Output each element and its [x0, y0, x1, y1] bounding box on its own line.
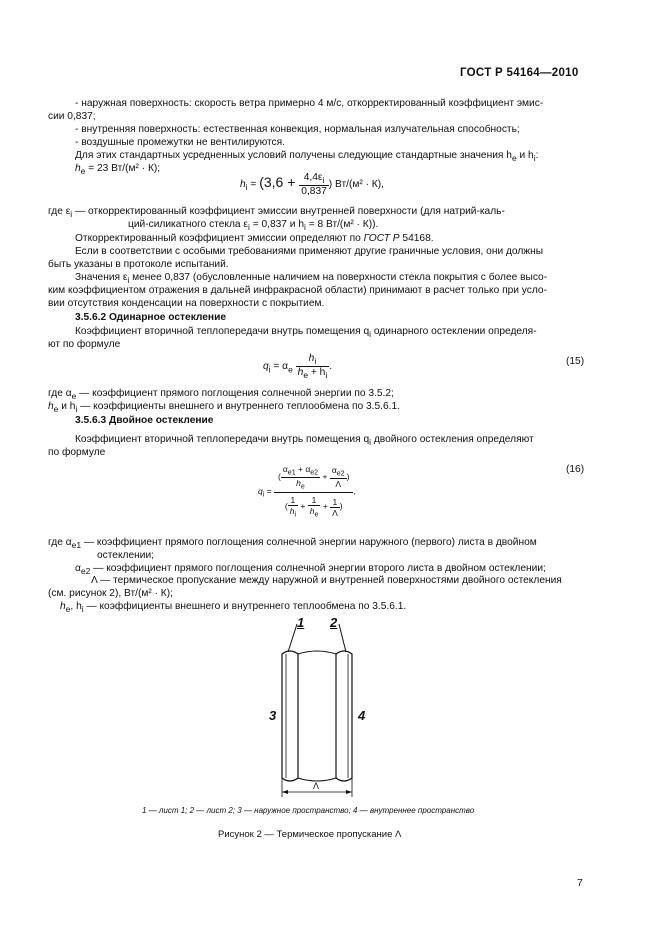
text-line: где $\alpha_{e1}$ — коэффициент прямого поглощения солнечной энергии наружного (первого) листа в двойном: [48, 537, 537, 551]
text-line: - воздушные промежутки не вентилируются.: [75, 137, 286, 148]
text-line: $h_e$ и $h_i$ — коэффициенты внешнего и внутреннего теплообмена по 3.5.6.1.: [48, 401, 400, 415]
text-line: быть указаны в протоколе испытаний.: [48, 259, 229, 270]
text-line: Откорректированный коэффициент эмиссии определяют по ГОСТ Р 54168.: [75, 233, 434, 244]
equation-number: (15): [566, 356, 585, 367]
figure-title: Рисунок 2 — Термическое пропускание Λ: [218, 829, 402, 840]
text-line: сии 0,837;: [48, 111, 96, 122]
text-line: - внутренняя поверхность: естественная конвекция, нормальная излучательная способность;: [75, 124, 520, 135]
page-number: 7: [577, 877, 583, 889]
text-line: Значения $\varepsilon_i$ менее 0,837 (обусловленные наличием на поверхности стекла покрытия с более высо-: [75, 272, 548, 286]
equation-number: (16): [566, 464, 585, 475]
text-line: $\alpha_{e2}$ — коэффициент прямого поглощения солнечной энергии второго листа в двойном остеклении;: [75, 563, 546, 577]
figure-label-2: 2: [330, 615, 338, 630]
text-line: (см. рисунок 2), Вт/(м² · К);: [48, 588, 173, 599]
text-line: ций-силикатного стекла $\varepsilon_i = 0,837$ и $h_i = 8$ Вт/(м² · К)).: [128, 219, 379, 233]
text-line: Коэффициент вторичной теплопередачи внутрь помещения $q_i$ двойного остекления определяют: [75, 434, 534, 448]
formula-15: $q_i = \alpha_e$ $\frac{h_i}{h_e + h_i}$ .: [263, 353, 333, 381]
text-line: Λ — термическое пропускание между наружной и внутренней поверхностями двойного остекления: [91, 575, 562, 586]
section-title: 3.5.6.3 Двойное остекление: [75, 415, 214, 426]
text-line: $h_e = 23$ Вт/(м² · К);: [75, 163, 161, 177]
text-line: по формуле: [48, 447, 106, 458]
text-line: где $\alpha_e$ — коэффициент прямого поглощения солнечной энергии по 3.5.2;: [48, 388, 394, 402]
text-line: Для этих стандартных усредненных условий получены следующие стандартные значения $h_e$ и $h_i$:: [75, 150, 539, 164]
text-line: $h_e$, $h_i$ — коэффициенты внешнего и внутреннего теплообмена по 3.5.6.1.: [60, 601, 407, 615]
glazing-figure: [255, 612, 385, 802]
text-line: ют по формуле: [48, 339, 121, 350]
figure-label-3: 3: [269, 708, 277, 723]
text-line: вии отсутствия конденсации на поверхности с покрытием.: [48, 298, 325, 309]
section-title: 3.5.6.2 Одинарное остекление: [75, 312, 227, 323]
figure-label-4: 4: [358, 708, 366, 723]
dimension-label: Λ: [313, 781, 320, 791]
document-header: ГОСТ Р 54164—2010: [460, 67, 579, 79]
figure-label-1: 1: [297, 615, 305, 630]
text-line: ким коэффициентом отражения в дальней инфракрасной области) принимают в расчет только при усло-: [48, 285, 547, 296]
formula-16: $q_i$ = ( $\frac{\alpha_{e1} + \alpha_{e2}}{h_e}$ + $\frac{\alpha_{e2}}{\Lambda}$ ) ( $\frac{1}{h_i}$ + $\frac{1}{h_e}$ + $\frac{1}{\Lambda}$ ) ,: [258, 464, 356, 520]
pane-2: [336, 651, 352, 781]
text-line: Если в соответствии с особыми требованиями применяют другие граничные условия, они должны: [75, 246, 544, 257]
text-line: где $\varepsilon_i$ — откорректированный коэффициент эмиссии внутренней поверхности (для натрий-каль-: [48, 206, 505, 220]
pane-1: [282, 651, 298, 781]
text-line: Коэффициент вторичной теплопередачи внутрь помещения $q_i$ одинарного остеклении определя-: [75, 326, 537, 340]
formula-hi: $h_i = (3,6$ + $\frac{4,4\varepsilon_i}{0,837}$ ) Вт/(м² · К),: [240, 172, 384, 198]
text-line: остеклении;: [97, 550, 154, 561]
figure-legend: 1 — лист 1; 2 — лист 2; 3 — наружное пространство; 4 — внутреннее пространство: [142, 806, 475, 815]
text-line: - наружная поверхность: скорость ветра примерно 4 м/с, откорректированный коэффициент эмис-: [75, 98, 544, 109]
